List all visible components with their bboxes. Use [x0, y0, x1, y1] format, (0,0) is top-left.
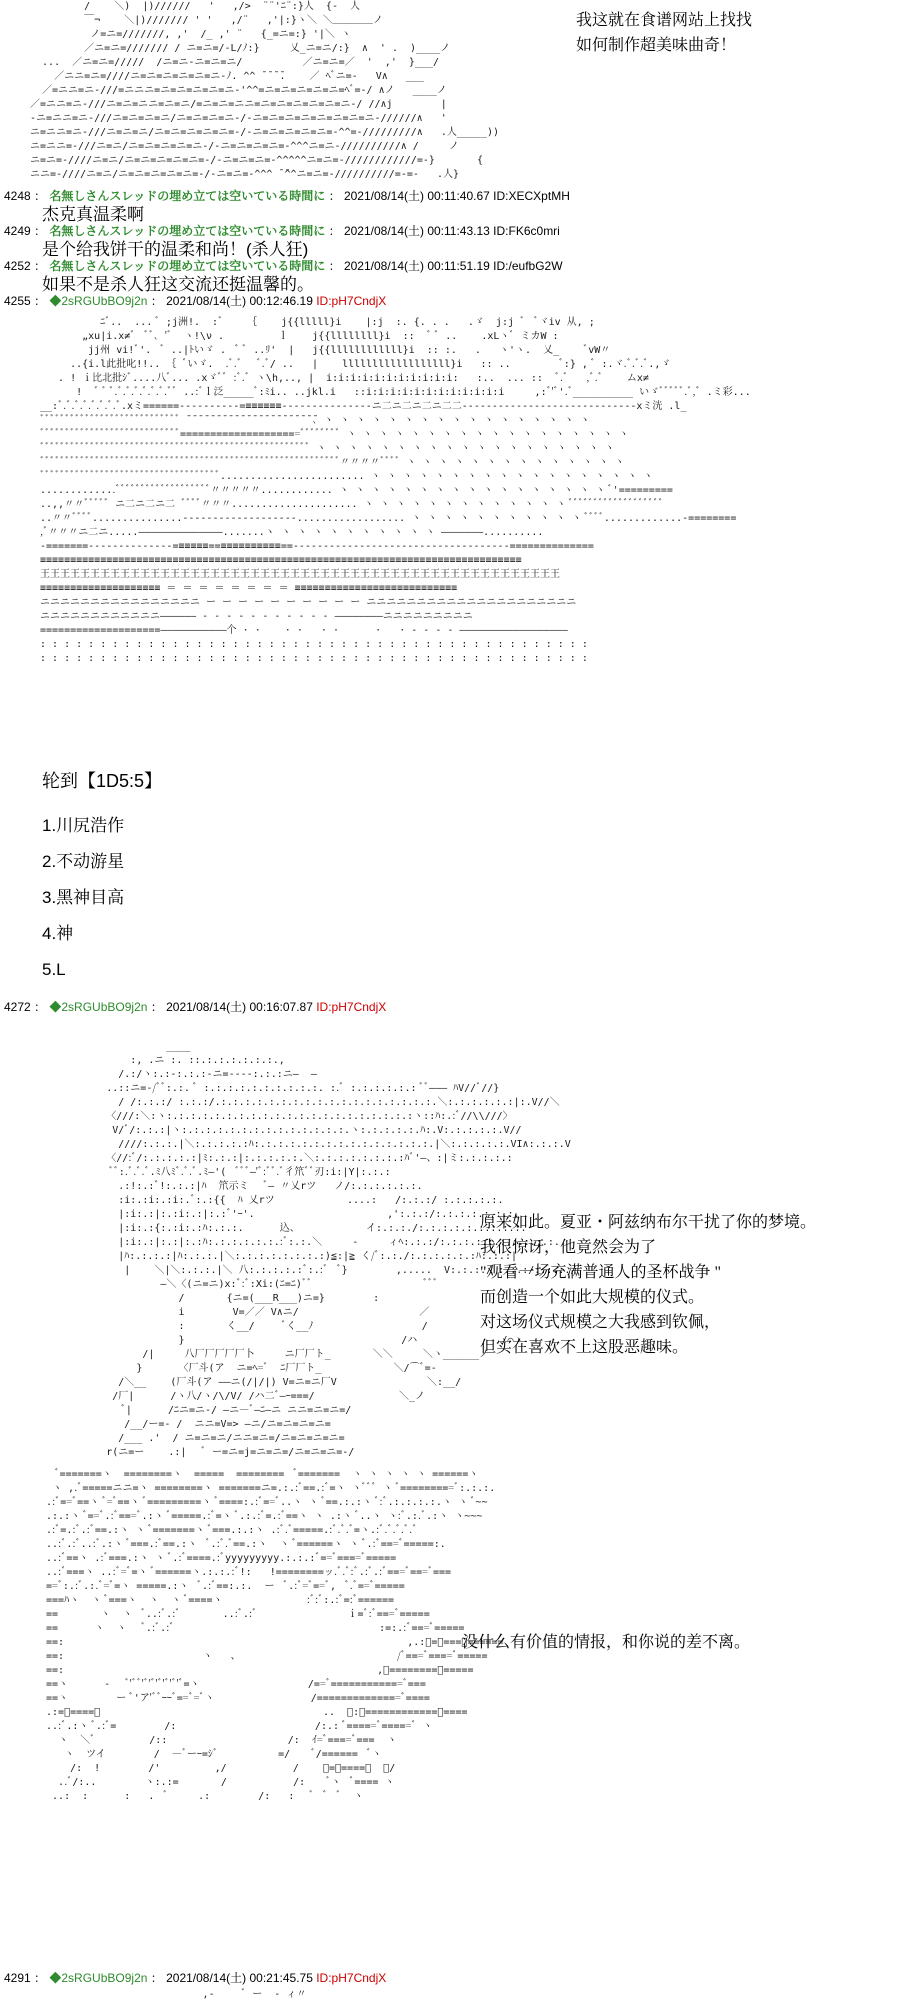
- option-list: [42, 808, 124, 988]
- option-item: 1.川尻浩作: [42, 816, 125, 835]
- ascii-art-figure: ﾞ=======ヽ ========ヽ ===== ======== ﾞ======= ヽ ヽ ヽ ヽ ヽ ======ヽ ヽ ,.ﾞ=====ニニ=ヽ ========ヽ =======ニ=.:.:ﾞ==.:ﾞ=ヽ ヽﾞﾞﾞ ヽ ﾞ=========ﾞ:.:.:. .:ﾞ==ﾞ==ヽ ﾞ=ﾞ==ヽ ﾞ=========ヽ ﾞ====:.:ﾞ==ﾞ..ヽ ヽ ﾞ==.:.:ヽ ﾞ:ﾞ.:.:.:.:.ヽ ヽ ﾞ~~ .:.:ヽ ﾞ==ﾞ.:ﾞ===ﾞ.:ヽ ﾞ=====.:ﾞ=ヽ ﾞ.:.:ﾞ=.:ﾞ==ヽ ヽ .:ヽ ﾞ..ヽ ヽ:ﾞ.:.ﾞ.:ヽ ヽ~~~ .:ﾞ=.:ﾞ.:ﾞ==.:ヽ ヽ ﾞ=======ヽ ﾞ===.:.:ヽ .:ﾞ.ﾞ=====.:ﾞ.ﾞ.ﾞ=ヽ.:ﾞ.ﾞ.ﾞ.ﾞ.ﾞ ..:ﾞ.:ﾞ..:ﾞ.:ヽ ﾞ===.:ﾞ==.:ヽ ﾞ.:ﾞ.ﾞ==.:ヽ ヽ ﾞ======ヽ ヽ ﾞ.:ﾞ===ﾞ=====:. ..:ﾞ==ヽ .:ﾞ===.:ヽ ヽ ﾞ.:ﾞ====.:ﾞyyyyyyyyy.:.:.:ﾞ==ﾞ====ﾞ===== ..:ﾞ===ヽ ..:ﾞ=ﾞ=ヽ ﾞ======ヽ.:.:.:ﾞ!: !========ッ.ﾞ.ﾞ:ﾞ.:ﾞ.:ﾞ===ﾞ===ﾞ=== ==ﾞ:.:ﾞ.:.ﾞ=ﾞ=ヽ =====.:ヽ ﾞ.:ﾞ==:.:. ー ﾞ.:ﾞ=ﾞ==ﾞ, ﾞ.ﾞ==ﾞ===== ===ﾊヽ ヽ ﾞ===ヽ ヽ ヽ ﾞ====ヽ :ﾞ:ﾞ:.:ﾞ=:ﾞ====== == ヽ ヽ ﾞ..:ﾞ.:ﾞ ..:ﾞ.:ﾞ ｉ=ﾞ:ﾞ===ﾞ===== == ヽ ヽ ﾞ.:ﾞ.:ﾞ :=:.:ﾞ===ﾞ===== ==: ,.:ﾞ=ﾞ===ﾞ====== ==: ヽ 、 /ﾞ===ﾞ====ﾞ===== ==: ,ﾞ========ﾞ===== ==ヽ ‐ ﾞ'ﾞﾞ'ﾞ'ﾞ'ﾞ'ﾞ'ﾞ'ﾞ=ヽ /==ﾞ============ﾞ=== ==ヽ ー ﾞ'ア'ﾞﾞｰｰﾞ==ﾞ=ﾞヽ /==============ﾞ==== .:=ﾞ====ﾞ .. ﾞ:ﾞ============ﾞ==== ..:ﾞ.:ヽ ﾞ.:ﾞ= /: /:.: ﾞ=====ﾞ=====ﾞ ヽ ヽ ＼ﾞ /:: /: ｲ=ﾞ====ﾞ=== ヽ ヽ ツイ / ―ﾞーｰ=ｼﾞ =/ ﾞ/====== ﾞヽ /: ! /' ,/ / ﾞ=ｰ====ﾞ ﾞ/ ..ﾞ/:.. ヽ:.:= / /: ﾞヽ ﾞ==== ヽ ..: : : . ﾞ .: /: : ﾞ ﾞ ﾞ ヽ: [46, 1469, 504, 1802]
- post-text: 如果不是杀人狂这交流还挺温馨的。: [42, 275, 314, 294]
- post-header-4291: 4291 ： ◆2sRGUbBO9j2n ： 2021/08/14(土) 00:21:45.75 ID:pH7CndjX: [4, 1971, 387, 1985]
- ascii-art-bottom-fragment: ,- ﾞ ー - ィ〃: [40, 1989, 307, 2000]
- post-id[interactable]: ID:XECXptMH: [493, 189, 570, 203]
- post-header: 4249 ： 名無しさんスレッドの埋め立ては空いている時間に ： 2021/08/14(土) 00:11:43.13 ID:FK6c0mri: [4, 224, 560, 238]
- post-id[interactable]: ID:FK6c0mri: [493, 224, 560, 238]
- post-number[interactable]: 4249: [4, 224, 31, 238]
- post-number[interactable]: 4272: [4, 1000, 31, 1014]
- ascii-art-landscape: ﾆﾞ.. ... ﾞ ;j洲!. :ﾞ ｛ j{{lllll}i |:j :. {. . . .ゞ j:j ﾞ ﾞヾiv 从, ; „xu|i.x≠ﾞ ﾞﾞ､ 'ﾞ ヽ!\ν . ｌ j{{llllllll}i :: ﾞ ﾞ .. .xLヽﾞ ミカW : jj州 vi!ﾞ'. ﾞ ..|ﾄいゞ . ﾞ ﾞ ..ﾘ' | j{{llllllllllll}i :: :. . ヽ'ヽ. 乂_ ﾞvW〃 ..{i.l此批叱!!.. ｛ ﾞいゞ. .ﾞ.ﾞ ﾞ.ﾞ/ .. | llllllllllllllllll}i :: .. ﾞ:} , ﾞ :.ヾ.ﾞ.ﾞ.ﾞ.,ゞ . ! ｉ比北批ｼﾞ....八ﾞ... .xゞﾞﾞ :ﾞ.ﾞ ヽ\h,.., | i:i:i:i:i:i:i:i:i:i:i: :.. ... :: ﾞ.ﾞ ,ﾞ.ﾞ ムx≠ ! ﾞ ﾞ ﾞ.ﾞ.ﾞ.ﾞ.ﾞ.ﾞ.ﾞ.ﾞﾞ ..:ﾞｌ泛_____ﾞ:ﾐi.. ..jkl.i ::i:i:i:i:i:i:i:i:i:i:i:i ,:ﾞ'ﾞ'.ﾞ__________ いゞﾞﾞﾞﾞﾞ.ﾞ,ﾞ .ミ彩... __:ﾞ.ﾞ.ﾞ.ﾞ.ﾞ.ﾞ.ﾞ.ﾞ.xミ======----------=≡≡≡≡≡≡---------------ニ二ニ二ニ二ニ二二-----------------------------xミ洸 .l_ ﾞﾞﾞﾞﾞﾞﾞﾞﾞﾞﾞﾞﾞﾞﾞﾞﾞﾞﾞﾞﾞﾞﾞﾞﾞﾞﾞﾞ ̄ ̄ ̄ ̄ ̄ ̄ ̄ ̄ ̄ ̄ ̄ ̄ ̄ ̄ ̄ ̄ ̄ ̄ ̄ ̄ ̄ ̄､ ヽ ヽ ヽ ヽ ヽ ヽ ヽ ヽ ヽ ヽ ヽ ヽ ヽ ヽ ヽ ヽ ヽ ﾞﾞﾞﾞﾞﾞﾞﾞﾞﾞﾞﾞﾞﾞﾞﾞﾞﾞﾞﾞﾞﾞﾞﾞﾞﾞﾞﾞ====================ﾞﾞﾞﾞﾞﾞﾞﾞ ヽ ヽ ヽ ヽ ヽ ヽ ヽ ヽ ヽ ヽ ヽ ヽ ヽ ヽ ヽ ヽ ヽ ヽ ﾞﾞﾞﾞﾞﾞﾞﾞﾞﾞﾞﾞﾞﾞﾞﾞﾞﾞﾞﾞﾞﾞﾞﾞﾞﾞﾞﾞﾞﾞﾞﾞﾞﾞﾞﾞﾞﾞﾞﾞﾞﾞﾞﾞﾞﾞﾞﾞﾞﾞﾞﾞﾞﾞ ヽ ヽ ヽ ヽ ヽ ヽ ヽ ヽ ヽ ヽ ヽ ヽ ヽ ヽ ヽ ヽ ヽ ヽ ヽ ﾞﾞﾞﾞﾞﾞﾞﾞﾞﾞﾞﾞﾞﾞﾞﾞﾞﾞﾞﾞﾞﾞﾞﾞﾞﾞﾞﾞﾞﾞﾞﾞﾞﾞﾞﾞﾞﾞﾞﾞﾞﾞﾞﾞﾞﾞﾞﾞﾞﾞﾞﾞﾞﾞﾞﾞﾞﾞﾞﾞ〃〃〃〃ﾞﾞﾞﾞ ヽ ヽ ヽ ヽ ヽ ヽ ヽ ヽ ヽ ヽ ヽ ヽ ヽ ヽ ﾞﾞﾞﾞﾞﾞﾞﾞﾞﾞﾞﾞﾞﾞﾞﾞﾞﾞﾞﾞﾞﾞﾞﾞﾞﾞﾞﾞﾞﾞﾞﾞﾞﾞﾞﾞ........................ ヽ ヽ ヽ ヽ ヽ ヽ ヽ ヽ ヽ ヽ ヽ ヽ ヽ ヽ ヽ ヽ ヽ ヽ .............ﾞﾞﾞﾞﾞﾞﾞﾞﾞﾞﾞﾞﾞﾞﾞﾞﾞﾞﾞ〃〃〃〃〃............ ヽ ヽ ヽ ヽ ヽ ヽ ヽ ヽ ヽ ヽ ヽ ヽ ヽ ヽ ヽ ヽ ヽ ﾞ'========= ..,,〃〃ﾞﾞﾞﾞﾞ ニ二ニ二ニ二 ﾞﾞﾞﾞ〃〃〃..................... ヽ ヽ ヽ ヽ ヽ ヽ ヽ ヽ ヽ ヽ ヽ ヽ ヽ ﾞﾞﾞﾞﾞﾞﾞﾞﾞﾞﾞﾞﾞﾞﾞﾞﾞﾞﾞ ..〃〃ﾞﾞﾞﾞ...............-------------------.................. ヽ ヽ ヽ ヽ ヽ ヽ ヽ ヽ ヽ ヽ ヽ ﾞﾞﾞﾞ.............-======== ,ﾞ〃〃〃ニ二ニ.....——————————————.......ヽ ヽ ヽ ヽ ヽ ヽ ヽ ヽ ヽ ヽ ヽ ———————.......... -=======--------------=≡≡≡≡≡==≡≡≡≡≡≡≡≡≡≡==------------------------------------============== ≡≡≡≡≡≡≡≡≡≡≡≡≡≡≡≡≡≡≡≡≡≡≡≡≡≡≡≡≡≡≡≡≡≡≡≡≡≡≡≡≡≡≡≡≡≡≡≡≡≡≡≡≡≡≡≡≡≡≡≡≡≡≡≡≡≡≡≡≡≡≡≡≡≡≡≡≡≡≡≡ 王王王王王王王王王王王王王王王王王王王王王王王王王王王王王王王王王王王王王王王王王王王王王王王王王王王王 ≡≡≡≡≡≡≡≡≡≡≡≡≡≡≡≡≡≡≡≡ ＝ ＝ ＝ ＝ ＝ ＝ ＝ ＝ ≡≡≡≡≡≡≡≡≡≡≡≡≡≡≡≡≡≡≡≡≡≡≡≡≡≡≡ ニニニニニニニニニニニニニニニニ ー ー ー ー ー ー ー ー ー ー ニニニニニニニニニニニニニニニニニニニニニ ニニニニニニニニニニニニ—————— - - - - - - - - - - - ————————ニニニニニニニニニ ====================———————————个 · · · · · · · · - - - - —————————————————— : : : : : : : : : : : : : : : : : : : : : : : : : : : : : : : : : : : : : : : : : : : : : : : : : : : : : : : : : : : : : : : : : : : : : : : : : : : : : : : : : : : : : : : : : : : :: [40, 317, 751, 664]
- ascii-art-top: / ＼) |)////// ' ,/> ¨¨'ﾆ¨:}人 {- 人 ￣¬ ＼|)/////// ' ' ,/¨ ,'|:}ヽ＼ ＼＿＿＿＿ノ ノ=ニ=///////, ,' /_ ,' ¨ {_=ニ=:} '|＼ ヽ ／ニ=ニ=/////// / ニ=ニ=/-L/ﾉ:} 乂_ニ=ニ/:} ∧ ' . )____ノ ... ／ニ=ニ=///// /ニ=ニ-ニ=ニ=ニ/ ／ニ=ニ=／ ' ,' }___/ ／ニニ=ニ=////ニ=ニ=ニ=ニ=ニ=ニ-ﾉ. ^^ ̄ ̄ ̄ ̄. ／ ﾍﾞニ=- V∧ ___ ／=ニニ=ニ-///=ニニニ=ニ=ニ=ニ=ニ=ニ-'^^=ニ=ニ=ニ=ニ=ニ=ﾍﾞ=-/ ∧ノ ____ノ ／=ニニ=ニ-///ニ=ニ=ニニ=ニ=ニ/=ニ=ニ=ニニ=ニ=ニ=ニ=ニ=ニ=ニ-/ //∧j | -ニ=ニニ=ニ-///ニ=ニ=ニ=ニ/ニ=ニ=ニ=ニ-/-ニ=ニ=ニ=ニ=ニ=ニ=ニ=ニ-//////∧ ' ニ=ニニ=ニ-///ニ=ニ=ニ/ニ=ニ=ニ=ニ=ニ=-/-ニ=ニ=ニ=ニ=ニ=-^^=-/////////∧ .人_____)) ニ=ニニ=-///ニ=ニ/ニ=ニ=ニ=ニ=ニ-/-ニ=ニ=ニ=ニ=-^^^ニ=ニ-//////////∧ / ノ ニ=ニ=-////ニ=ニ/ニ=ニ=ニ=ニ=ニ=-/-ニ=ニ=ニ=-^^^^^ニ=ニ=-////////////=-} { ニニ=-////ニ=ニ/ニ=ニ=ニ=ニ=ニ=-/-ニ=ニ=-^^^ ̄ ̄^^ニ=ニ=-//////////=-=- .人}: [30, 1, 499, 180]
- post-date: 2021/08/14(土) 00:11:43.13: [343, 224, 490, 238]
- post-header: 4252 ： 名無しさんスレッドの埋め立ては空いている時間に ： 2021/08/14(土) 00:11:51.19 ID:/eufbG2W: [4, 259, 563, 273]
- post-date: 2021/08/14(土) 00:11:51.19: [343, 259, 490, 273]
- ascii-art-character: ____ :, .ニ :. ::.:.:.:.:.:.:., /.:/ヽ:.:-:.:.:-ニ=----:.:.:ニ― ― ..::ニ=-/ﾞﾞ:.:. ﾞ :.:.:.:.:.:.:.:.:.:. :.ﾞ :.:.:.:.:.: ﾞﾞ――― ﾊV//ﾞ//} / /:.:.:/ :.:.:/.:.:.:.:.:.:.:.:.:.:.:.:.:.:.:.:.:.:.＼:.:.:.:.:.:|:.V//＼ 〈///:＼:ヽ:.:.:.:.:.:.:.:.:.:.:.:.:.:.:.:.:.:.:.:.:ヽ::ﾊ:.:ﾞ//\\///〉 V/ﾞ/:.:.:|ヽ:.:.:.:.:.:.:.:.:.:.:.:.:.:.ヽ:.:.:.:.:.ﾊ:.V:.:.:.:.:.V// ////:.:.:.|＼:.:.:.:.:ﾊ:.:.:.:.:.:.:.:.:.:.:.:.:.:.:.|＼:.:.:.:.:.VI∧:.:.:.V 〈//:ﾞ/:.:.:.:.:|ﾐ:.:.:|:.:.:.:.:.＼:.:.:.:.:.:.:.:ﾊﾞ'―、:|ミ:.:.:.:.: ﾞﾞ:.ﾞ.ﾞ.ﾞ.ﾐ八ﾐﾞ.ﾞ.ﾞ.ﾐ―'( ﾞﾞﾞ―'ﾞ:ﾞﾞ.ﾞ彳笊ﾞﾞ刃:i:|Y|:.:.: .:!:.:ﾞ!:.:.:|ﾊ 笊示ミ ﾞ― 〃乂rツ ノ/:.:.:.:.:.:. :i:.:i:.:i:.ﾞ:.:{{ ﾊ 乂rツ ....: /:.:.:/ :.:.:.:.:. |:i:.:|:.:i:.:|:.:ﾞ'ｰ'. ,':.:.:/:.:.:.:.:.:.:. |:i:.:{:.:i:.:ﾊ:.:.:. 込、 イ:.:.:./:.:.:.:.:.:.:.:.:. |:i:.:|:.:|:.:ﾊ:.:.:.:.:.:.:ﾞ:.:.＼ ‐ ィﾍ:.:.:/:.:.:.:.:.:.:.:.:.:. |ﾊ:.:.:.:|ﾊ:.:.:.|＼:.:.:.:.:.:.:.:)≦:|≧ く/ﾞ:.:./:.:.:.:.:.:ﾊ:.:.:| | ＼|＼:.:.:.|＼ 八:.:.:.:.:ﾞ:.:ﾞ ﾞ} ,..... V:.:.:./ :.:.:/:.:.:./ ―＼〈(ニ=ニ)x:ﾞ:ﾞ:Xi:(ﾆ=ﾆ)ﾞﾞ ﾞﾞﾞ / {ニ=(___R___)ニ=} : i V=／／ V∧ニ/ ／ : く__/ ﾞく__ﾉ / } /ハ /⌒ヽ /| 八厂厂厂厂厂卜 ニ厂厂ト_ ＼＼ ＼ヽ______ノ } 〈厂斗(ア ニ=ﾍ=ﾞ ﾆ厂厂ト_ ＼/⌒ﾞ=- /＼__ (厂斗(ア ――ニ(/|/|) V=ニ=ニ厂V ＼:__/ /厂| /ヽ八/ヽ/\/V/ /ハ二ﾞ―ｰ===/ ＼_ノ ﾞ| /ﾆニ=ニ-/ ―ニ―ﾞ―ﾆ―ニ ニニ=ニ=ニ=/ /__/ー=‐ / ニニ=V=> ―ニ/ニ=ニ=ニ=ニ= /___ .' / ニ=ニ=ニ/ニニ=ニ=/ニ=ニ=ニ=ニ= r(ニ=ー .:| ﾞ ー=ニ=j=ニ=ニ=/ニ=ニ=ニ=-/: [106, 1041, 577, 1458]
- post-header-4255: 4255 ： ◆2sRGUbBO9j2n ： 2021/08/14(土) 00:12:46.19 ID:pH7CndjX: [4, 294, 387, 308]
- post-date: 2021/08/14(土) 00:21:45.75: [166, 1971, 313, 1985]
- post-author: 名無しさんスレッドの埋め立ては空いている時間に: [49, 189, 326, 203]
- post-number[interactable]: 4252: [4, 259, 31, 273]
- post-id[interactable]: ID:pH7CndjX: [316, 294, 387, 308]
- post-date: 2021/08/14(土) 00:11:40.67: [343, 189, 490, 203]
- post-trip: ◆2sRGUbBO9j2n: [49, 294, 148, 308]
- speech-character: 原来如此。夏亚・阿兹纳布尔干扰了你的梦境。 我很惊讶，他竟然会为了 "观看一场充满普通人的圣杯战争 " 而创造一个如此大规模的仪式。 对这场仪式规模之大我感到钦佩， 但实在喜欢不上这股恶趣味。: [480, 1214, 817, 1356]
- dice-roll-result: 轮到【1D5:5】: [42, 771, 163, 791]
- post-number[interactable]: 4255: [4, 294, 31, 308]
- post-date: 2021/08/14(土) 00:16:07.87: [166, 1000, 313, 1014]
- post-text: 是个给我饼干的温柔和尚！(杀人狂): [42, 240, 309, 259]
- post-author: 名無しさんスレッドの埋め立ては空いている時間に: [49, 259, 326, 273]
- post-trip: ◆2sRGUbBO9j2n: [49, 1971, 148, 1985]
- post-id[interactable]: ID:/eufbG2W: [493, 259, 563, 273]
- speech-top: 我这就在食谱网站上找找 如何制作超美味曲奇！: [576, 12, 753, 54]
- post-id[interactable]: ID:pH7CndjX: [316, 1000, 387, 1014]
- post-number[interactable]: 4291: [4, 1971, 31, 1985]
- option-item: 5.L: [42, 960, 66, 979]
- speech-info: 没什么有价值的情报，和你说的差不离。: [462, 1634, 751, 1651]
- option-item: 3.黑神目高: [42, 888, 125, 907]
- option-item: 4.神: [42, 924, 74, 943]
- option-item: 2.不动游星: [42, 852, 125, 871]
- post-date: 2021/08/14(土) 00:12:46.19: [166, 294, 313, 308]
- post-id[interactable]: ID:pH7CndjX: [316, 1971, 387, 1985]
- post-author: 名無しさんスレッドの埋め立ては空いている時間に: [49, 224, 326, 238]
- post-header-4272: 4272 ： ◆2sRGUbBO9j2n ： 2021/08/14(土) 00:16:07.87 ID:pH7CndjX: [4, 1000, 387, 1014]
- post-header: 4248 ： 名無しさんスレッドの埋め立ては空いている時間に ： 2021/08/14(土) 00:11:40.67 ID:XECXptMH: [4, 189, 570, 203]
- post-trip: ◆2sRGUbBO9j2n: [49, 1000, 148, 1014]
- post-number[interactable]: 4248: [4, 189, 31, 203]
- post-text: 杰克真温柔啊: [42, 205, 144, 224]
